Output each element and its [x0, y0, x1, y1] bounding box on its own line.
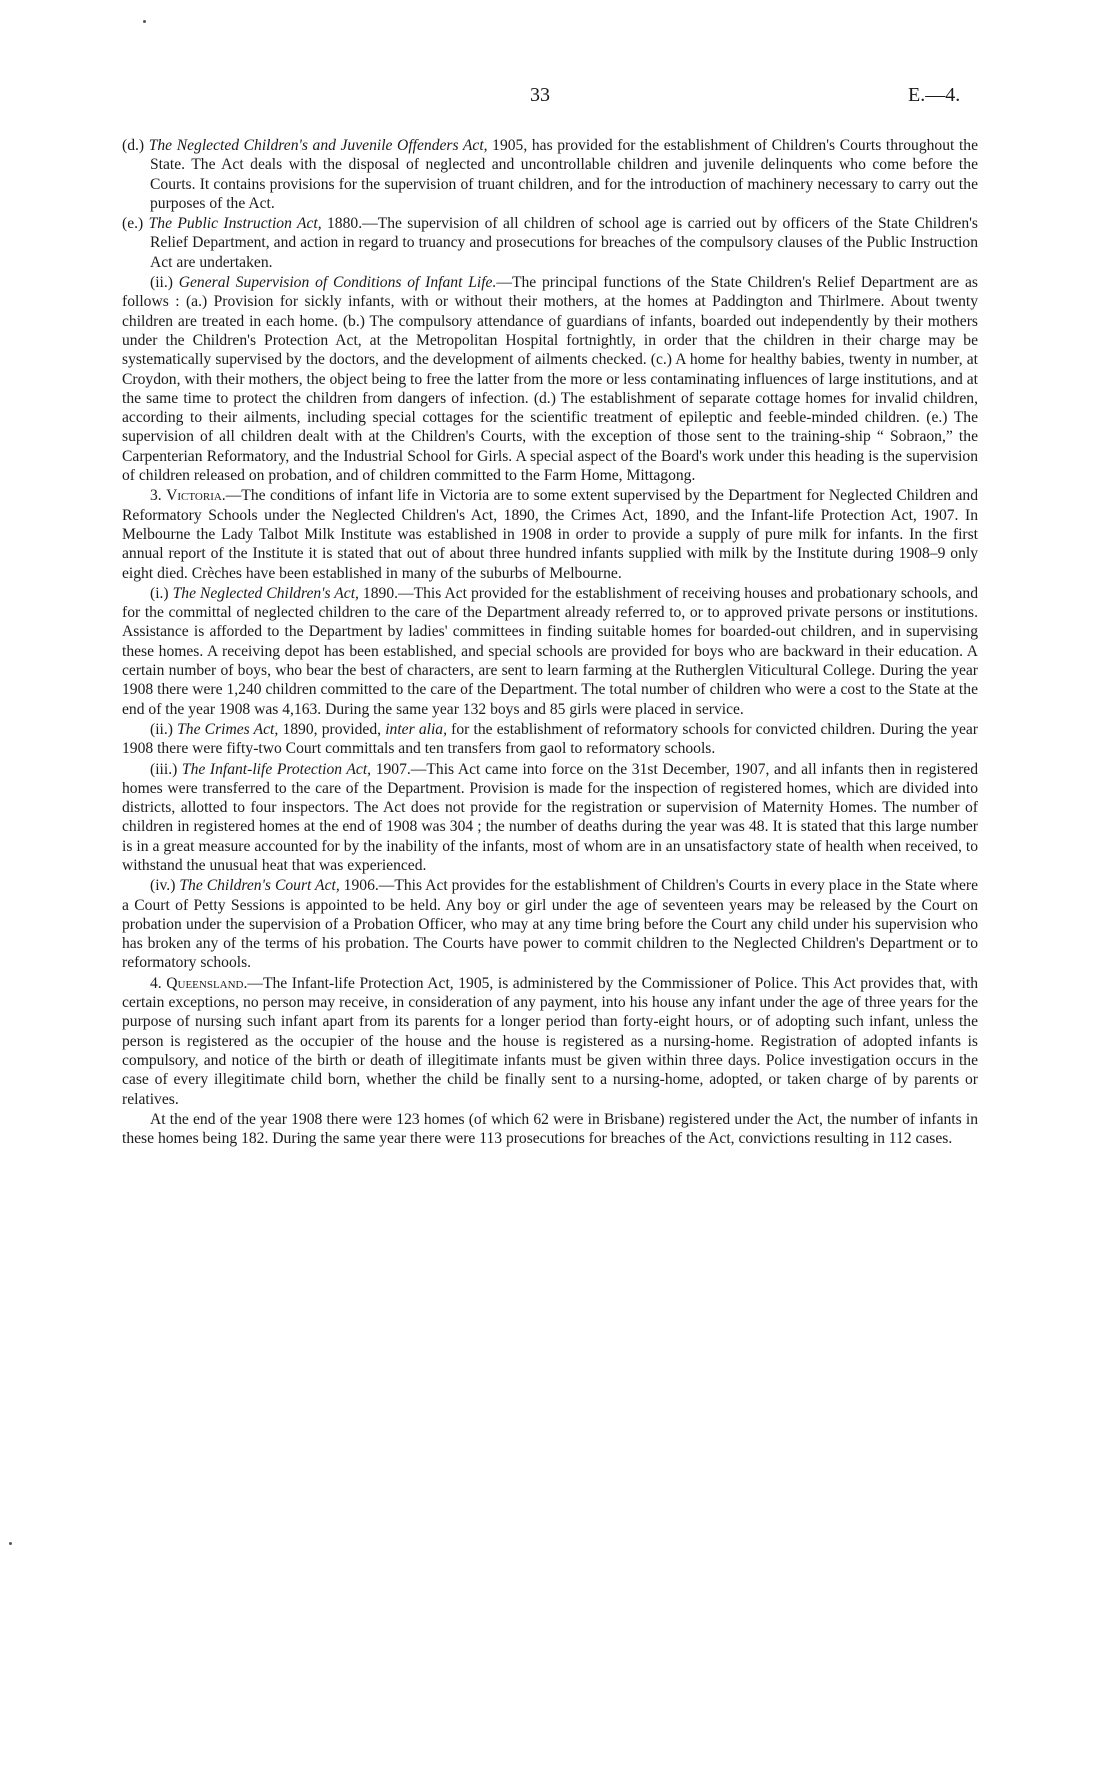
paragraph-vic-iv — [122, 876, 978, 972]
paragraph-text: At the end of the year 1908 there were 123 homes (of which 62 were in Brisbane) registered under the Act, the number of infants in these homes being 182. During the same year there were 113 prosecutions for breaches of the Act, convictions resulting in 112 cases. — [122, 1110, 978, 1148]
page-number: 33 — [530, 84, 550, 106]
paragraph-queensland-stats — [122, 1110, 978, 1149]
item-label: (i.) — [150, 584, 173, 602]
act-title: The Infant-life Protection Act, — [181, 760, 372, 778]
item-label: (ii.) — [150, 720, 178, 738]
act-title: The Public Instruction Act, — [148, 215, 322, 233]
paragraph-queensland — [122, 974, 978, 1109]
paragraph-nsw-e — [122, 214, 978, 272]
scan-speck — [9, 1542, 12, 1545]
paragraph-victoria — [122, 486, 978, 582]
item-label: (e.) — [122, 215, 144, 233]
paragraph-text: 1890.—This Act provided for the establishment of receiving houses and probationary schools, and for the committal of neglected children to the care of the Department already referred to, or to approved private persons or institutions. Assistance is afforded to the Department by ladies' committees in finding suitable homes for boarded-out children, and in supervising these homes. A receiving depot has been established, and special schools are provided for boys who are backward in their education. A certain number of boys, who bear the best of characters, are sent to learn farming at the Rutherglen Viticultural College. During the year 1908 there were 1,240 children committed to the care of the Department. The total number of children who were a cost to the State at the end of the year 1908 was 4,163. During the same year 132 boys and 85 girls were placed in service. — [122, 584, 978, 718]
item-label: (iii.) — [150, 760, 182, 778]
paragraph-text: 1906.—This Act provides for the establishment of Children's Courts in every place in the State where a Court of Petty Sessions is appointed to be held. Any boy or girl under the age of seventeen years may be released by the Court on probation under the supervision of a Probation Officer, who may at any time bring before the Court any child under his supervision who has broken any of the terms of his probation. The Courts have power to commit children to the Neglected Children's Department or to reformatory schools. — [122, 877, 978, 972]
act-title: The Crimes Act, — [177, 720, 279, 738]
paragraph-vic-i — [122, 584, 978, 719]
section-title: General Supervision of Conditions of Infant Life. — [178, 274, 497, 292]
body-text — [122, 136, 978, 1149]
scan-speck — [143, 20, 146, 23]
item-label: (d.) — [122, 137, 145, 154]
paragraph-nsw-d — [122, 136, 978, 213]
page-code: E.—4. — [908, 84, 961, 106]
act-title: The Neglected Children's Act, — [172, 584, 359, 602]
item-label: 4. — [150, 974, 167, 992]
paragraph-nsw-ii — [122, 273, 978, 485]
paragraph-text: 1907.—This Act came into force on the 31st December, 1907, and all infants then in registered homes were transferred to the care of the Department. Provision is made for the inspection of registered homes, which are divided into districts, allotted to four inspectors. The Act does not provide for the registration or supervision of Maternity Homes. The number of children in registered homes at the end of 1908 was 304 ; the number of deaths during the year was 48. It is stated that this large number is in a great measure accounted for by the inability of the infants, most of whom are in an unsatisfactory state of health when received, to withstand the unusual heat that was experienced. — [122, 760, 978, 874]
paragraph-vic-ii — [122, 720, 978, 759]
item-label: (ii.) — [150, 274, 173, 292]
paragraph-text: for the establishment of reformatory schools for convicted children. During the year 1908 there were fifty-two Court committals and ten transfers from gaol to reformatory schools. — [122, 720, 978, 758]
state-heading: Queensland. — [166, 974, 248, 992]
state-heading: Victoria. — [166, 487, 226, 505]
paragraph-text: 1905, has provided for the establishment of Children's Courts throughout the State. The Act deals with the disposal of neglected and uncontrollable children and juvenile delinquents who come before the Courts. It contains provisions for the supervision of truant children, and for the introduction of machinery necessary to carry out the purposes of the Act. — [150, 137, 978, 212]
item-label: (iv.) — [150, 877, 180, 895]
paragraph-text: 1890, provided, — [278, 720, 386, 738]
act-title: The Neglected Children's and Juvenile Offenders Act, — [148, 137, 488, 154]
latin-phrase: inter alia, — [385, 720, 447, 738]
item-label: 3. — [150, 487, 167, 505]
paragraph-text: —The conditions of infant life in Victoria are to some extent supervised by the Department for Neglected Children and Reformatory Schools under the Neglected Children's Act, 1890, the Crimes Act, 1890, and the Infant-life Protection Act, 1907. In Melbourne the Lady Talbot Milk Institute was established in 1908 in order to provide a supply of pure milk for infants. In the first annual report of the Institute it is stated that out of about three hundred infants supplied with milk by the Institute during 1908–9 only eight died. Crèches have been established in many of the suburbs of Melbourne. — [122, 487, 978, 582]
paragraph-text: 1880.—The supervision of all children of school age is carried out by officers of the State Children's Relief Department, and action in regard to truancy and prosecutions for breaches of the compulsory clauses of the Public Instruction Act are undertaken. — [150, 215, 978, 271]
paragraph-vic-iii — [122, 760, 978, 876]
page-header — [0, 84, 1114, 112]
act-title: The Children's Court Act, — [179, 877, 340, 895]
paragraph-text: —The principal functions of the State Children's Relief Department are as follows : (a.) Provision for sickly infants, with or without their mothers, at the homes at Paddington and Thirlmere. About twenty children are treated in each home. (b.) The compulsory attendance of guardians of infants, boarded out independently by their mothers under the Children's Protection Act, at the Metropolitan Hospital fortnightly, in order that the children in their charge may be systematically supervised by the doctors, and the development of ailments checked. (c.) A home for healthy babies, twenty in number, at Croydon, with their mothers, the object being to free the latter from the more or less contaminating influences of large institutions, and at the same time to protect the children from dangers of infection. (d.) The establishment of separate cottage homes for invalid children, according to their ailments, including special cottages for the scientific treatment of epileptic and feeble-minded children. (e.) The supervision of all children dealt with at the Children's Courts, with the exception of those sent to the training-ship “ Sobraon,” the Carpenterian Reformatory, and the Industrial School for Girls. A special aspect of the Board's work under this heading is the supervision of children released on probation, and of children committed to the Farm Home, Mittagong. — [122, 274, 978, 485]
paragraph-text: —The Infant-life Protection Act, 1905, is administered by the Commissioner of Police. This Act provides that, with certain exceptions, no person may receive, in consideration of any payment, into his house any infant under the age of three years for the purpose of nursing such infant apart from its parents for a longer period than forty-eight hours, or of adopting such infant, unless the person is registered as the occupier of the house and the house is registered as a nursing-home. Registration of adopted infants is compulsory, and notice of the birth or death of illegitimate infants must be given within three days. Police investigation occurs in the case of every illegitimate child born, whether the child be finally sent to a nursing-home, adopted, or taken charge of by parents or relatives. — [122, 974, 978, 1108]
